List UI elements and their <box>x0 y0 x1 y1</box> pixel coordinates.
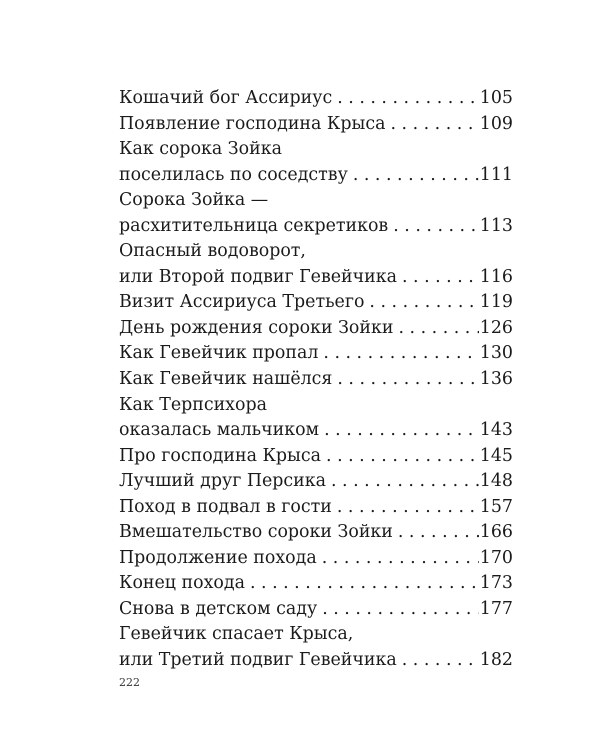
toc-entry[interactable] <box>119 495 513 521</box>
toc-entry[interactable] <box>119 393 513 444</box>
toc-entry-title: Про господина Крыса <box>119 445 322 466</box>
dot-leader <box>331 469 479 495</box>
dot-leader <box>393 214 479 240</box>
toc-entry-title: Продолжение похода <box>119 547 317 568</box>
toc-entry-page: 130 <box>479 343 513 364</box>
toc-entry[interactable] <box>119 239 513 290</box>
dot-leader <box>402 265 479 291</box>
toc-entry[interactable] <box>119 520 513 546</box>
toc-entry-page: 111 <box>479 164 513 185</box>
dot-leader <box>322 546 479 572</box>
toc-entry-title: Появление господина Крыса <box>119 113 386 134</box>
dot-leader <box>322 597 479 623</box>
toc-entry-page: 126 <box>479 317 513 338</box>
dot-leader <box>337 86 479 112</box>
dot-leader <box>398 316 478 342</box>
toc-entry[interactable] <box>119 622 513 673</box>
dot-leader <box>324 418 479 444</box>
toc-entry-title: Поход в подвал в гости <box>119 496 332 517</box>
toc-entry-page: 148 <box>479 471 513 492</box>
toc-entry[interactable] <box>119 546 513 572</box>
toc-entry-title: расхитительница секретиков <box>119 215 389 236</box>
dot-leader <box>353 163 479 189</box>
toc-entry[interactable] <box>119 444 513 470</box>
toc-entry-page: 166 <box>479 522 513 543</box>
toc-entry-title: или Второй подвиг Гевейчика <box>119 266 397 287</box>
toc-entry-page: 170 <box>479 547 513 568</box>
toc-entry-title: Как Гевейчик нашёлся <box>119 369 333 390</box>
toc-entry-page: 145 <box>479 445 513 466</box>
toc-entry[interactable] <box>119 112 513 138</box>
toc-entry[interactable] <box>119 137 513 188</box>
toc-entry[interactable] <box>119 341 513 367</box>
toc-entry-title: Визит Ассириуса Третьего <box>119 292 365 313</box>
dot-leader <box>326 444 479 470</box>
toc-entry-title: День рождения сороки Зойки <box>119 317 394 338</box>
toc-entry-title: Вмешательство сороки Зойки <box>119 522 393 543</box>
toc-entry-page: 177 <box>479 598 513 619</box>
toc-entry-title: или Третий подвиг Гевейчика <box>119 650 397 671</box>
dot-leader <box>402 648 479 674</box>
page-number: 222 <box>119 676 140 689</box>
toc-entry-title: Снова в детском саду <box>119 598 318 619</box>
toc-entry-title: Лучший друг Персика <box>119 471 326 492</box>
dot-leader <box>323 341 478 367</box>
toc-entry[interactable] <box>119 316 513 342</box>
toc-entry-page: 119 <box>479 292 513 313</box>
toc-entry-title: Как Терпсихора <box>119 394 267 415</box>
toc-entry-page: 136 <box>479 369 513 390</box>
toc-entry[interactable] <box>119 188 513 239</box>
toc-entry-title: Как сорока Зойка <box>119 139 282 160</box>
toc-entry[interactable] <box>119 469 513 495</box>
dot-leader <box>390 112 478 138</box>
dot-leader <box>398 520 479 546</box>
toc-entry-title: Кошачий бог Ассириус <box>119 88 333 108</box>
toc-entry-title: оказалась мальчиком <box>119 420 320 441</box>
toc-entry-page: 116 <box>479 266 513 287</box>
toc-entry-page: 113 <box>479 215 513 236</box>
toc-entry-title: поселилась по соседству <box>119 164 348 185</box>
toc-entry-page: 105 <box>479 88 513 108</box>
toc-entry-title: Сорока Зойка — <box>119 190 269 211</box>
toc-entry[interactable] <box>119 86 513 112</box>
toc-entry-title: Конец похода <box>119 573 245 594</box>
toc-entry[interactable] <box>119 597 513 623</box>
toc-entry-title: Опасный водоворот, <box>119 241 306 262</box>
toc-entry-title: Как Гевейчик пропал <box>119 343 319 364</box>
dot-leader <box>337 367 478 393</box>
toc-entry-page: 143 <box>479 420 513 441</box>
toc-entry-page: 182 <box>479 650 513 671</box>
toc-entry[interactable] <box>119 290 513 316</box>
toc-entry[interactable] <box>119 571 513 597</box>
table-of-contents <box>119 86 513 674</box>
dot-leader <box>250 571 479 597</box>
dot-leader <box>369 290 478 316</box>
toc-entry-page: 157 <box>479 496 513 517</box>
toc-entry-title: Гевейчик спасает Крыса, <box>119 624 354 645</box>
toc-entry-page: 109 <box>479 113 513 134</box>
toc-entry-page: 173 <box>479 573 513 594</box>
toc-entry[interactable] <box>119 367 513 393</box>
dot-leader <box>337 495 479 521</box>
